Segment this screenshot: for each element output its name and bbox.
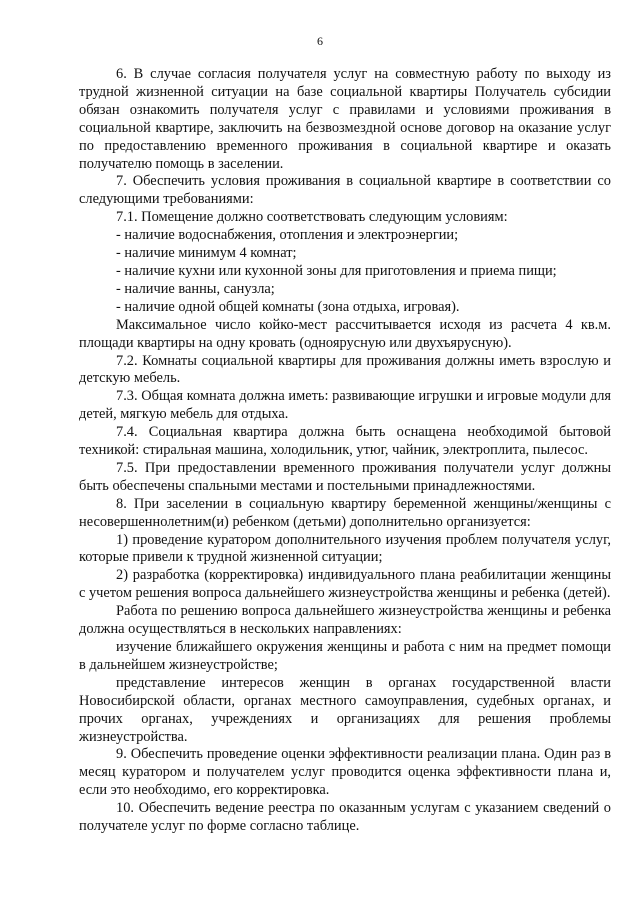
paragraph-directions: Работа по решению вопроса дальнейшего жизнеустройства женщины и ребенка должна осуществляться в нескольких направлениях:: [79, 603, 611, 638]
paragraph-representation: представление интересов женщин в органах государственной власти Новосибирской области, органах местного самоуправления, судебных органах, и прочих органах, учреждениях и организациях для решения проблемы жизнеустройства.: [79, 674, 611, 745]
list-item-rooms: - наличие минимум 4 комнат;: [116, 245, 297, 262]
paragraph-9: 9. Обеспечить проведение оценки эффективности реализации плана. Один раз в месяц куратором и получателем услуг проводится оценка эффективности плана и, если это необходимо, его корректировка.: [79, 746, 611, 799]
list-item-kitchen: - наличие кухни или кухонной зоны для приготовления и приема пищи;: [116, 262, 557, 279]
paragraph-7-3: 7.3. Общая комната должна иметь: развивающие игрушки и игровые модули для детей, мягкую мебель для отдыха.: [79, 388, 611, 423]
paragraph-7-1: 7.1. Помещение должно соответствовать следующим условиям:: [116, 209, 508, 226]
paragraph-beds: Максимальное число койко-мест рассчитывается исходя из расчета 4 кв.м. площади квартиры на одну кровать (одноярусную или двухъярусную).: [79, 316, 611, 351]
document-body: [79, 66, 611, 836]
paragraph-7: 7. Обеспечить условия проживания в социальной квартире в соответствии со следующими требованиями:: [79, 173, 611, 208]
list-item-common-room: - наличие одной общей комнаты (зона отдыха, игровая).: [116, 298, 460, 315]
paragraph-7-4: 7.4. Социальная квартира должна быть оснащена необходимой бытовой техникой: стиральная машина, холодильник, утюг, чайник, электроплита, пылесос.: [79, 424, 611, 459]
page-number: 6: [317, 34, 323, 48]
list-item-bathroom: - наличие ванны, санузла;: [116, 280, 275, 297]
paragraph-7-2: 7.2. Комнаты социальной квартиры для проживания должны иметь взрослую и детскую мебель.: [79, 352, 611, 387]
paragraph-8-1: 1) проведение куратором дополнительного изучения проблем получателя услуг, которые привели к трудной жизненной ситуации;: [79, 531, 611, 566]
paragraph-8: 8. При заселении в социальную квартиру беременной женщины/женщины с несовершеннолетним(и) ребенком (детьми) дополнительно организуется:: [79, 495, 611, 530]
paragraph-7-5: 7.5. При предоставлении временного проживания получатели услуг должны быть обеспечены спальными местами и постельными принадлежностями.: [79, 459, 611, 494]
paragraph-6: 6. В случае согласия получателя услуг на совместную работу по выходу из трудной жизненной ситуации на базе социальной квартиры Получатель субсидии обязан ознакомить получателя услуг с правилами и условиями проживания в социальной квартире, заключить на безвозмездной основе договор на оказание услуг по предоставлению временного проживания в социальной квартире и оказать получателю помощь в заселении.: [79, 66, 611, 172]
paragraph-10: 10. Обеспечить ведение реестра по оказанным услугам с указанием сведений о получателе услуг по форме согласно таблице.: [79, 800, 611, 835]
paragraph-environment: изучение ближайшего окружения женщины и работа с ним на предмет помощи в дальнейшем жизнеустройстве;: [79, 639, 611, 673]
paragraph-8-2: 2) разработка (корректировка) индивидуального плана реабилитации женщины с учетом решения вопроса дальнейшего жизнеустройства женщины и ребенка (детей).: [79, 567, 611, 602]
list-item-water: - наличие водоснабжения, отопления и электроэнергии;: [116, 227, 459, 244]
